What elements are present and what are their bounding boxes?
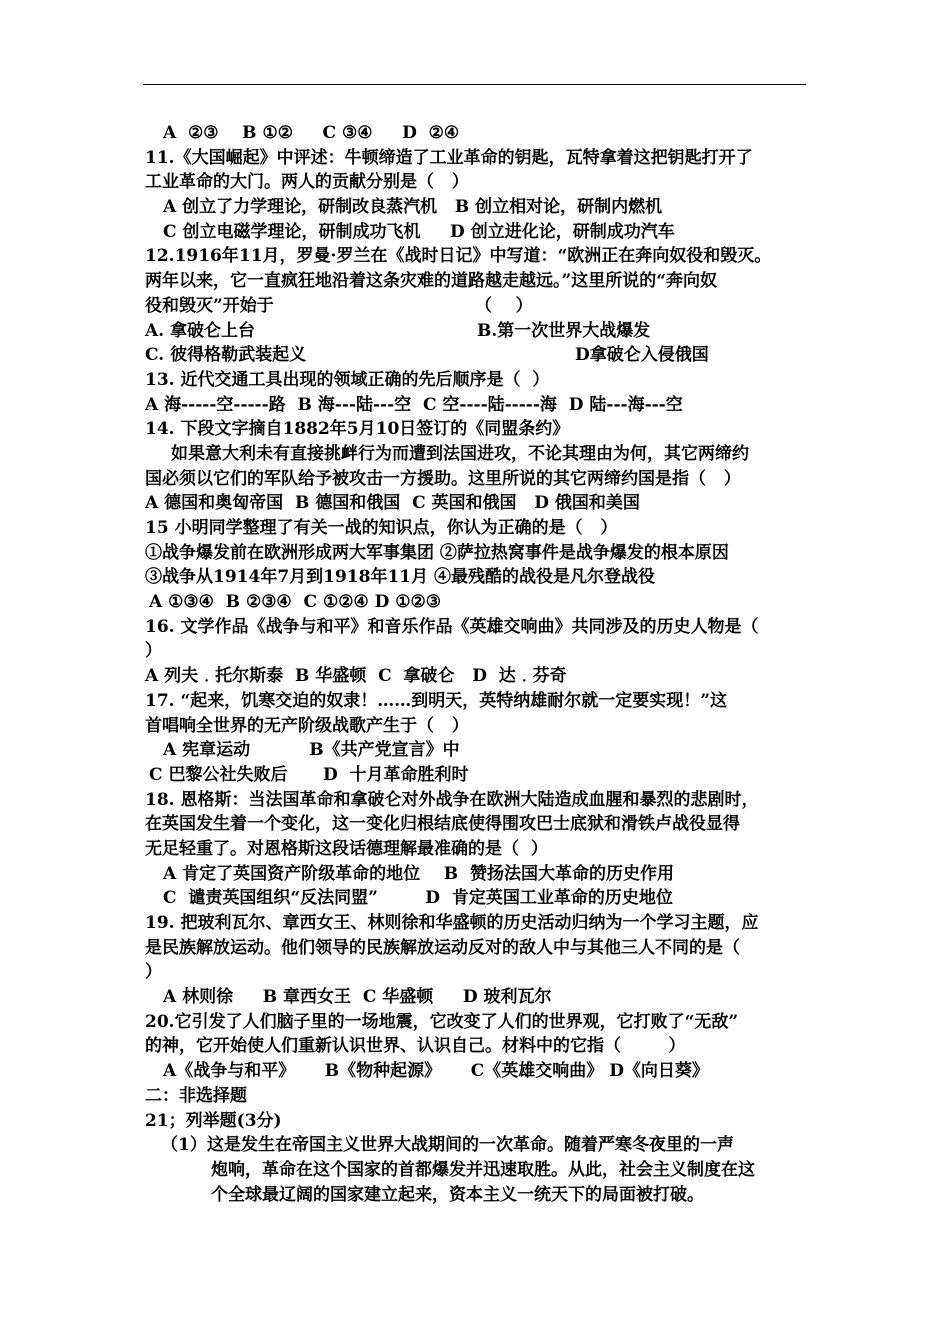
q15-statements-1: ①战争爆发前在欧洲形成两大军事集团 ②萨拉热窝事件是战争爆发的根本原因 [145, 542, 729, 563]
q18-options-cd: C 谴责英国组织“反法同盟” D 肯定英国工业革命的历史地位 [163, 888, 673, 909]
q19-stem: 19. 把玻利瓦尔、章西女王、林则徐和华盛顿的历史活动归纳为一个学习主题，应 [145, 913, 759, 933]
q21-item-text-2: 炮响，革命在这个国家的首都爆发并迅速取胜。从此，社会主义制度在这 [211, 1159, 755, 1180]
exam-page [145, 121, 815, 1207]
q12-stem-end: 役和毁灭”开始于 （ ） [145, 295, 533, 316]
q16-stem: 16. 文学作品《战争与和平》和音乐作品《英雄交响曲》共同涉及的历史人物是（ [145, 616, 759, 637]
q11-stem-cont: 工业革命的大门。两人的贡献分别是（ ） [145, 172, 469, 193]
q14-options: A 德国和奥匈帝国 B 德国和俄国 C 英国和俄国 D 俄国和美国 [145, 493, 640, 514]
q12-option-c: C. 彼得格勒武装起义 [145, 345, 307, 366]
q21-heading: 21；列举题(3分) [145, 1110, 282, 1131]
q11-options-ab: A 创立了力学理论，研制改良蒸汽机 B 创立相对论，研制内燃机 [163, 197, 663, 218]
q18-stem-cont: 在英国发生着一个变化，这一变化归根结底使得围攻巴士底狱和滑铁卢战役显得 [145, 814, 740, 835]
q11-stem: 11.《大国崛起》中评述：牛顿缔造了工业革命的钥匙，瓦特拿着这把钥匙打开了 [145, 147, 753, 168]
q17-options-cd: C 巴黎公社失败后 D 十月革命胜利时 [149, 764, 469, 785]
q21-item-text-1: 这是发生在帝国主义世界大战期间的一次革命。随着严寒冬夜里的一声 [207, 1135, 734, 1156]
q18-stem-end: 无足轻重了。对恩格斯这段话德理解最准确的是（ ） [145, 838, 548, 859]
q17-options-ab: A 宪章运动 B《共产党宣言》中 [163, 740, 460, 761]
q16-options: A 列夫﹒托尔斯泰 B 华盛顿 C 拿破仑 D 达﹒芬奇 [145, 666, 567, 687]
q19-stem-end: ） [145, 962, 162, 983]
q12-stem: 12.1916年11月，罗曼·罗兰在《战时日记》中写道：“欧洲正在奔向奴役和毁灭。 [145, 246, 772, 267]
q14-stem: 14. 下段文字摘自1882年5月10日签订的《同盟条约》 [145, 419, 570, 440]
q17-stem: 17. “起来，饥寒交迫的奴隶！……到明天，英特纳雄耐尔就一定要实现！”这 [145, 690, 728, 711]
q15-options: A ①③④ B ②③④ C ①②④ D ①②③ [149, 592, 441, 613]
q12-option-a: A. 拿破仑上台 [145, 320, 256, 341]
q13-options: A 海-----空-----路 B 海---陆---空 C 空----陆-----海 D 陆---海---空 [145, 394, 683, 415]
q15-stem: 15 小明同学整理了有关一战的知识点，你认为正确的是（ ） [145, 518, 618, 538]
q14-passage: 如果意大利未有直接挑衅行为而遭到法国进攻，不论其理由为何，其它两缔约 [171, 443, 749, 464]
q21-item-text-3: 个全球最辽阔的国家建立起来，资本主义一统天下的局面被打破。 [211, 1184, 704, 1205]
q20-stem: 20.它引发了人们脑子里的一场地震，它改变了人们的世界观，它打败了“无敌” [145, 1011, 739, 1032]
q21-item-number: （1） [161, 1135, 207, 1156]
q19-options: A 林则徐 B 章西女王 C 华盛顿 D 玻利瓦尔 [163, 987, 552, 1008]
q18-options-ab: A 肯定了英国资产阶级革命的地位 B 赞扬法国大革命的历史作用 [163, 863, 674, 884]
q12-options-ab [145, 319, 815, 344]
section-heading: 二：非选择题 [145, 1085, 247, 1106]
q15-statements-2: ③战争从1914年7月到1918年11月 ④最残酷的战役是凡尔登战役 [145, 567, 656, 588]
q20-options: A《战争与和平》 B《物种起源》 C《英雄交响曲》 D《向日葵》 [163, 1061, 709, 1082]
q18-stem: 18. 恩格斯：当法国革命和拿破仑对外战争在欧洲大陆造成血腥和暴烈的悲剧时， [145, 789, 759, 810]
q19-stem-cont: 是民族解放运动。他们领导的民族解放运动反对的敌人中与其他三人不同的是（ [145, 937, 740, 958]
q21-item-1 [145, 1133, 815, 1158]
q16-stem-end: ） [145, 641, 162, 662]
q13-stem: 13. 近代交通工具出现的领域正确的先后顺序是（ ） [145, 369, 550, 390]
q17-stem-cont: 首唱响全世界的无产阶级战歌产生于（ ） [145, 715, 469, 736]
q10-options: A ②③ B ①② C ③④ D ②④ [163, 123, 460, 143]
q12-stem-cont: 两年以来，它一直疯狂地沿着这条灾难的道路越走越远。”这里所说的“奔向奴 [145, 271, 718, 292]
q20-stem-cont: 的神，它开始使人们重新认识世界、认识自己。材料中的它指（ ） [145, 1036, 686, 1057]
q12-options-cd [145, 343, 815, 368]
q11-options-cd: C 创立电磁学理论，研制成功飞机 D 创立进化论，研制成功汽车 [163, 221, 675, 242]
q12-option-d: D拿破仑入侵俄国 [575, 345, 709, 366]
q12-option-b: B.第一次世界大战爆发 [477, 320, 651, 341]
q14-passage-cont: 国必须以它们的军队给予被攻击一方援助。这里所说的其它两缔约国是指（ ） [145, 468, 741, 489]
header-rule [143, 84, 806, 85]
